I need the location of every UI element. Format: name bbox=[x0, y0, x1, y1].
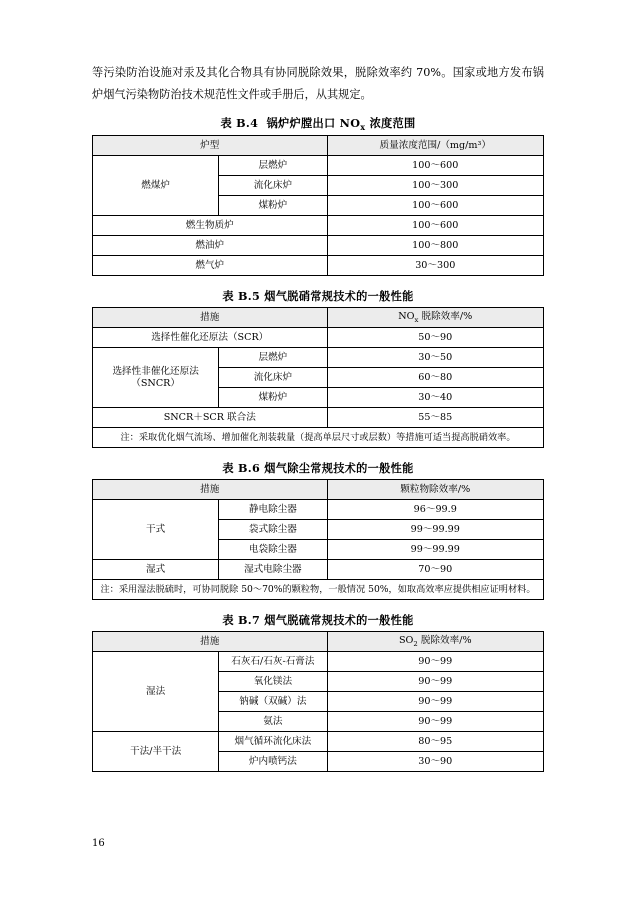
table-b6 bbox=[92, 479, 544, 600]
table-row bbox=[93, 256, 544, 276]
table-b4-header-1: 质量浓度范围/（mg/m³） bbox=[327, 136, 544, 156]
table-b6-note: 注：采用湿法脱硫时，可协同脱除 50～70%的颗粒物，一般情况 50%，如取高效率应提供相应证明材料。 bbox=[93, 580, 544, 600]
table-b4-group-gas: 燃气炉 bbox=[93, 256, 328, 276]
table-b6-value-0: 96～99.9 bbox=[327, 500, 544, 520]
table-b7-group-dry: 干法/半干法 bbox=[93, 732, 219, 772]
table-b4-block bbox=[92, 115, 544, 276]
table-b6-value-3: 70～90 bbox=[327, 560, 544, 580]
table-b5-header-1: $NO_x$ 脱除效率/% bbox=[327, 308, 544, 328]
table-b5-value-0: 50～90 bbox=[327, 328, 544, 348]
table-b7-caption: 表 B.7 烟气脱硫常规技术的一般性能 bbox=[222, 613, 414, 628]
table-b5 bbox=[92, 307, 544, 448]
table-b5-group-sncr: 选择性非催化还原法 （SNCR） bbox=[93, 348, 219, 408]
table-b6-value-2: 99～99.99 bbox=[327, 540, 544, 560]
table-b6-sub-0: 静电除尘器 bbox=[219, 500, 327, 520]
table-b4 bbox=[92, 135, 544, 276]
page-number: 16 bbox=[92, 838, 105, 849]
table-b6-group-dry: 干式 bbox=[93, 500, 219, 560]
table-b6-sub-1: 袋式除尘器 bbox=[219, 520, 327, 540]
page-content bbox=[92, 62, 544, 774]
table-row bbox=[93, 156, 544, 176]
table-row bbox=[93, 560, 544, 580]
table-b7-sub-5: 炉内喷钙法 bbox=[219, 752, 327, 772]
table-b5-value-2: 60～80 bbox=[327, 368, 544, 388]
table-row bbox=[93, 348, 544, 368]
table-b4-caption-label: 表 B.4 bbox=[220, 116, 259, 130]
table-row bbox=[93, 428, 544, 448]
table-b4-group-oil: 燃油炉 bbox=[93, 236, 328, 256]
table-b7-sub-4: 烟气循环流化床法 bbox=[219, 732, 327, 752]
table-b7-group-wet: 湿法 bbox=[93, 652, 219, 732]
table-b7-sub-0: 石灰石/石灰-石膏法 bbox=[219, 652, 327, 672]
table-row bbox=[93, 580, 544, 600]
table-b5-sub-1: 层燃炉 bbox=[219, 348, 327, 368]
table-b5-caption: 表 B.5 烟气脱硝常规技术的一般性能 bbox=[222, 289, 414, 304]
table-b4-sub-0: 层燃炉 bbox=[219, 156, 327, 176]
table-row bbox=[93, 328, 544, 348]
table-b5-sub-2: 流化床炉 bbox=[219, 368, 327, 388]
table-b4-value-1: 100～300 bbox=[327, 176, 544, 196]
table-b6-header-0: 措施 bbox=[93, 480, 328, 500]
table-b4-caption bbox=[92, 115, 544, 132]
table-b4-group-biomass: 燃生物质炉 bbox=[93, 216, 328, 236]
table-row bbox=[93, 216, 544, 236]
table-b7-value-2: 90～99 bbox=[327, 692, 544, 712]
table-row bbox=[93, 632, 544, 652]
table-b6-sub-3: 湿式电除尘器 bbox=[219, 560, 327, 580]
table-b7-sub-1: 氧化镁法 bbox=[219, 672, 327, 692]
table-b4-value-3: 100～600 bbox=[327, 216, 544, 236]
table-b7-header-1: $SO_2$ 脱除效率/% bbox=[327, 632, 544, 652]
table-b5-header-0: 措施 bbox=[93, 308, 328, 328]
table-b7-sub-2: 钠碱（双碱）法 bbox=[219, 692, 327, 712]
table-b4-header-0: 炉型 bbox=[93, 136, 328, 156]
table-row bbox=[93, 408, 544, 428]
table-b5-value-1: 30～50 bbox=[327, 348, 544, 368]
table-row bbox=[93, 236, 544, 256]
body-paragraph: 等污染防治设施对汞及其化合物具有协同脱除效果，脱除效率约 70%。国家或地方发布锅炉烟气污染物防治技术规范性文件或手册后，从其规定。 bbox=[92, 66, 544, 101]
table-b4-value-4: 100～800 bbox=[327, 236, 544, 256]
table-b7-value-4: 80～95 bbox=[327, 732, 544, 752]
table-row bbox=[93, 308, 544, 328]
table-b7-header-0: 措施 bbox=[93, 632, 328, 652]
table-b4-caption-title: 锅炉炉膛出口 NO bbox=[266, 116, 361, 130]
table-b7-value-1: 90～99 bbox=[327, 672, 544, 692]
table-b7-value-3: 90～99 bbox=[327, 712, 544, 732]
table-b6-block bbox=[92, 460, 544, 600]
table-row bbox=[93, 136, 544, 156]
table-b5-value-4: 55～85 bbox=[327, 408, 544, 428]
table-b5-group-scr: 选择性催化还原法（SCR） bbox=[93, 328, 328, 348]
table-row bbox=[93, 480, 544, 500]
table-b4-caption-sub: x bbox=[360, 122, 366, 133]
table-b7 bbox=[92, 631, 544, 772]
table-row bbox=[93, 500, 544, 520]
table-b6-group-wet: 湿式 bbox=[93, 560, 219, 580]
table-b4-group-coal: 燃煤炉 bbox=[93, 156, 219, 216]
table-b5-sub-3: 煤粉炉 bbox=[219, 388, 327, 408]
table-b5-value-3: 30～40 bbox=[327, 388, 544, 408]
table-b4-value-2: 100～600 bbox=[327, 196, 544, 216]
table-b4-sub-2: 煤粉炉 bbox=[219, 196, 327, 216]
table-b6-sub-2: 电袋除尘器 bbox=[219, 540, 327, 560]
table-b7-value-5: 30～90 bbox=[327, 752, 544, 772]
table-b7-block bbox=[92, 612, 544, 772]
table-b7-sub-3: 氨法 bbox=[219, 712, 327, 732]
table-b5-note: 注：采取优化烟气流场、增加催化剂装载量（提高单层尺寸或层数）等措施可适当提高脱硝效率。 bbox=[93, 428, 544, 448]
table-b5-block bbox=[92, 288, 544, 448]
table-row bbox=[93, 652, 544, 672]
table-b5-group-combined: SNCR＋SCR 联合法 bbox=[93, 408, 328, 428]
table-b6-header-1: 颗粒物除效率/% bbox=[327, 480, 544, 500]
table-b4-sub-1: 流化床炉 bbox=[219, 176, 327, 196]
table-b4-caption-title-end: 浓度范围 bbox=[365, 116, 416, 130]
table-b6-caption: 表 B.6 烟气除尘常规技术的一般性能 bbox=[222, 461, 414, 476]
table-b7-value-0: 90～99 bbox=[327, 652, 544, 672]
table-row bbox=[93, 732, 544, 752]
table-b6-value-1: 99～99.99 bbox=[327, 520, 544, 540]
table-b4-value-5: 30～300 bbox=[327, 256, 544, 276]
table-b4-value-0: 100～600 bbox=[327, 156, 544, 176]
